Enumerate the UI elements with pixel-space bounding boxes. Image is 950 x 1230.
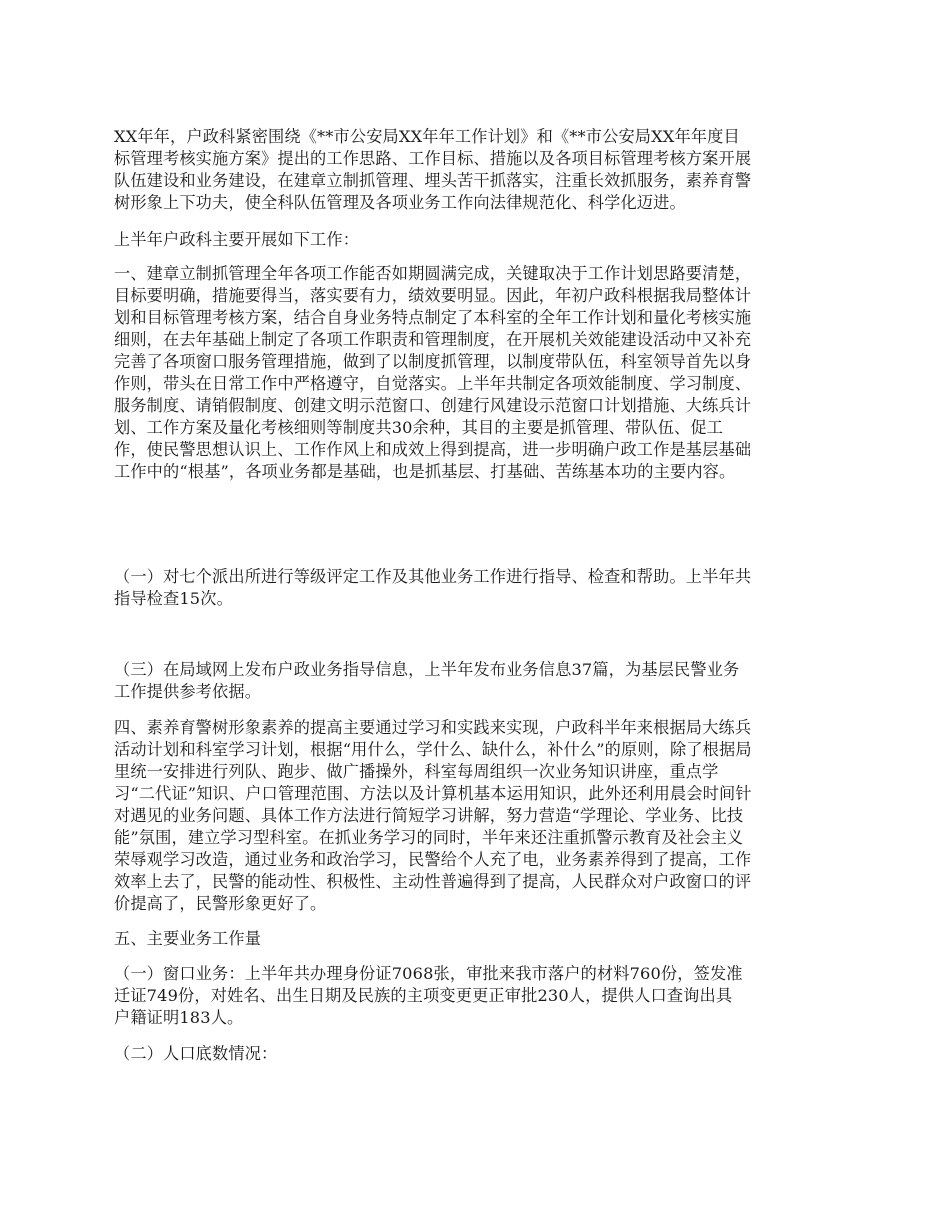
text-line: 活动计划和科室学习计划，根据“用什么，学什么、缺什么，补什么”的原则，除了根据局 — [114, 740, 752, 759]
text-line: 工作提供参考依据。 — [114, 682, 262, 701]
intro-paragraph — [114, 126, 842, 214]
text-line: 效率上去了，民警的能动性、积极性、主动性普遍得到了提高，人民群众对户政窗口的评 — [114, 872, 752, 891]
text-line: 习“二代证”知识、户口管理范围、方法以及计算机基本运用知识，此外还利用晨会时间针 — [114, 784, 752, 803]
text-line: 迁证749份，对姓名、出生日期及民族的主项变更更正审批230人，提供人口查询出具 — [114, 986, 733, 1005]
text-line: 价提高了，民警形象更好了。 — [114, 894, 327, 913]
text-line: 服务制度、请销假制度、创建文明示范窗口、创建行风建设示范窗口计划措施、大练兵计 — [114, 396, 752, 415]
text-line: 标管理考核实施方案》提出的工作思路、工作目标、措施以及各项目标管理考核方案开展 — [114, 149, 752, 168]
window-work-paragraph — [114, 963, 842, 1029]
text-line: （一）对七个派出所进行等级评定工作及其他业务工作进行指导、检查和帮助。上半年共 — [114, 567, 752, 586]
text-line: 队伍建设和业务建设，在建章立制抓管理、埋头苦干抓落实，注重长效抓服务，素养育警 — [114, 171, 752, 190]
text-line: 细则，在去年基础上制定了各项工作职责和管理制度，在开展机关效能建设活动中又补充 — [114, 330, 752, 349]
text-line: 树形象上下功夫，使全科队伍管理及各项业务工作向法律规范化、科学化迈进。 — [114, 193, 686, 212]
text-line: （三）在局域网上发布户政业务指导信息，上半年发布业务信息37篇，为基层民警业务 — [114, 660, 740, 679]
text-line: 完善了各项窗口服务管理措施，做到了以制度抓管理，以制度带队伍，科室领导首先以身 — [114, 352, 752, 371]
item-1-paragraph — [114, 566, 842, 610]
text-line: 五、主要业务工作量 — [114, 929, 262, 948]
text-line: 里统一安排进行列队、跑步、做广播操外，科室每周组织一次业务知识讲座，重点学 — [114, 762, 719, 781]
text-line: （一）窗口业务：上半年共办理身份证7068张，审批来我市落户的材料760份，签发准 — [114, 964, 743, 983]
text-line: 目标要明确，措施要得当，落实要有力，绩效要明显。因此，年初户政科根据我局整体计 — [114, 286, 752, 305]
section-1-paragraph — [114, 263, 842, 483]
text-line: XX年年，户政科紧密围绕《**市公安局XX年年工作计划》和《**市公安局XX年年度目 — [114, 127, 740, 146]
text-line: 划、工作方案及量化考核细则等制度共30余种，其目的主要是抓管理、带队伍、促工 — [114, 418, 724, 437]
population-heading — [114, 1043, 842, 1065]
text-line: 四、素养育警树形象素养的提高主要通过学习和实践来实现，户政科半年来根据局大练兵 — [114, 718, 752, 737]
text-line: 对遇见的业务问题、具体工作方法进行简短学习讲解，努力营造“学理论、学业务、比技 — [114, 806, 744, 825]
text-line: 能”氛围，建立学习型科室。在抓业务学习的同时，半年来还注重抓警示教育及社会主义 — [114, 828, 744, 847]
text-line: 工作中的“根基”，各项业务都是基础，也是抓基层、打基础、苦练基本功的主要内容。 — [114, 462, 736, 481]
text-line: 户籍证明183人。 — [114, 1008, 244, 1027]
text-line: 荣辱观学习改造，通过业务和政治学习，民警给个人充了电，业务素养得到了提高，工作 — [114, 850, 752, 869]
section-5-heading — [114, 928, 842, 950]
text-line: 上半年户政科主要开展如下工作： — [114, 230, 360, 249]
text-line: （二）人口底数情况： — [114, 1044, 278, 1063]
text-line: 作则，带头在日常工作中严格遵守，自觉落实。上半年共制定各项效能制度、学习制度、 — [114, 374, 752, 393]
text-line: 作，使民警思想认识上、工作作风上和成效上得到提高，进一步明确户政工作是基层基础 — [114, 440, 752, 459]
text-line: 一、建章立制抓管理全年各项工作能否如期圆满完成，关键取决于工作计划思路要清楚， — [114, 264, 752, 283]
text-line: 划和目标管理考核方案，结合自身业务特点制定了本科室的全年工作计划和量化考核实施 — [114, 308, 752, 327]
text-line: 指导检查15次。 — [114, 589, 233, 608]
section-4-paragraph — [114, 717, 842, 915]
summary-heading — [114, 229, 842, 251]
item-3-paragraph — [114, 659, 842, 703]
